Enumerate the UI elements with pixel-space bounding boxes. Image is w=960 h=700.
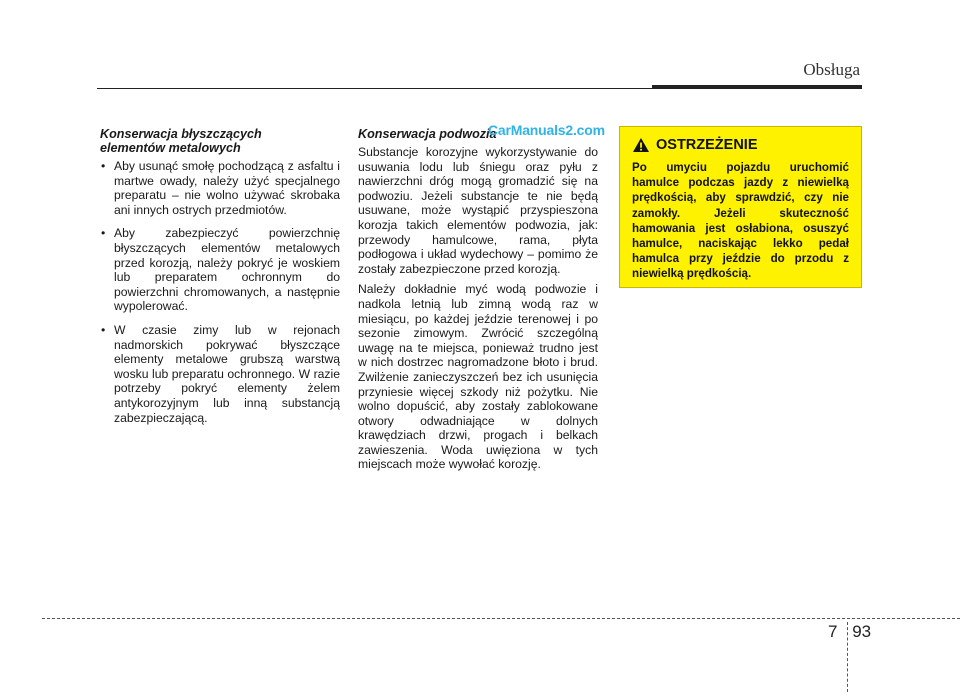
section-heading-metal <box>100 127 340 155</box>
warning-title: OSTRZEŻENIE <box>656 137 758 153</box>
paragraph: Należy dokładnie myć wodą podwozie i nadkola letnią lub zimną wodą raz w miesiącu, po każdej jeździe terenowej i po sezonie zimowym. Zwrócić szczególną uwagę na te miejsca, ponieważ trudno jest w nich dostrzec nagromadzone błoto i brud. Zwilżenie zanieczyszczeń bez ich usunięcia przyniesie więcej szkody niż pożytku. Nie wolno dopuścić, aby zostały zablokowane otwory odwadniające w dolnych krawędziach drzwi, progach i belkach zawieszenia. Woda uwięziona w tych miejscach może wywołać korozję. <box>358 282 598 472</box>
footer-dashed-rule <box>42 618 960 619</box>
section-heading-underbody: Konserwacja podwozia <box>358 127 497 141</box>
page-number-value: 93 <box>852 622 872 641</box>
list-item: • W czasie zimy lub w rejonach nadmorskich pokrywać błyszczące elementy metalowe grubszą warstwą wosku lub preparatu ochronnego. W razie potrzeby pokryć elementy żelem antykorozyjnym lub inną substancją zabezpieczającą. <box>100 323 340 425</box>
warning-box <box>619 126 862 288</box>
page-separator <box>847 622 848 692</box>
section-title: Obsługa <box>803 60 860 79</box>
bullet-list <box>100 159 340 425</box>
left-column <box>100 127 340 434</box>
list-item: • Aby zabezpieczyć powierzchnię błyszczących elementów metalowych przed korozją, należy pokryć je woskiem lub preparatem ochronnym do powierzchni chromowanych, a następnie wypolerować. <box>100 226 340 314</box>
warning-triangle-icon <box>632 137 650 153</box>
list-item: • Aby usunąć smołę pochodzącą z asfaltu i martwe owady, należy użyć specjalnego preparatu – nie wolno używać skrobaka ani innych ostrych przedmiotów. <box>100 159 340 217</box>
watermark: CarManuals2.com <box>488 122 605 138</box>
heading-line-1: Konserwacja błyszczących <box>100 127 262 141</box>
middle-column <box>358 127 598 478</box>
heading-line-2: elementów metalowych <box>100 141 241 155</box>
header-rule-thick <box>652 85 862 89</box>
warning-text: Po umyciu pojazdu uruchomić hamulce podczas jazdy z niewielką prędkością, aby sprawdzić, czy nie zamokły. Jeżeli skuteczność hamowania jest osłabiona, osuszyć hamulce, naciskając lekko pedał hamulca przy jeździe do przodu z niewielką prędkością. <box>632 161 849 281</box>
paragraph: Substancje korozyjne wykorzystywanie do usuwania lodu lub śniegu oraz pyłu z nawierzchni dróg mogą gromadzić się na podwoziu. Jeżeli substancje te nie będą usuwane, może wystąpić przyspieszona korozja takich elementów podwozia, jak: przewody hamulcowe, rama, płyta podłogowa i układ wydechowy – pomimo że zostały zabezpieczone przed korozją. <box>358 145 598 276</box>
chapter-number: 7 <box>828 622 838 641</box>
page-number <box>828 622 871 642</box>
warning-header <box>632 137 861 153</box>
